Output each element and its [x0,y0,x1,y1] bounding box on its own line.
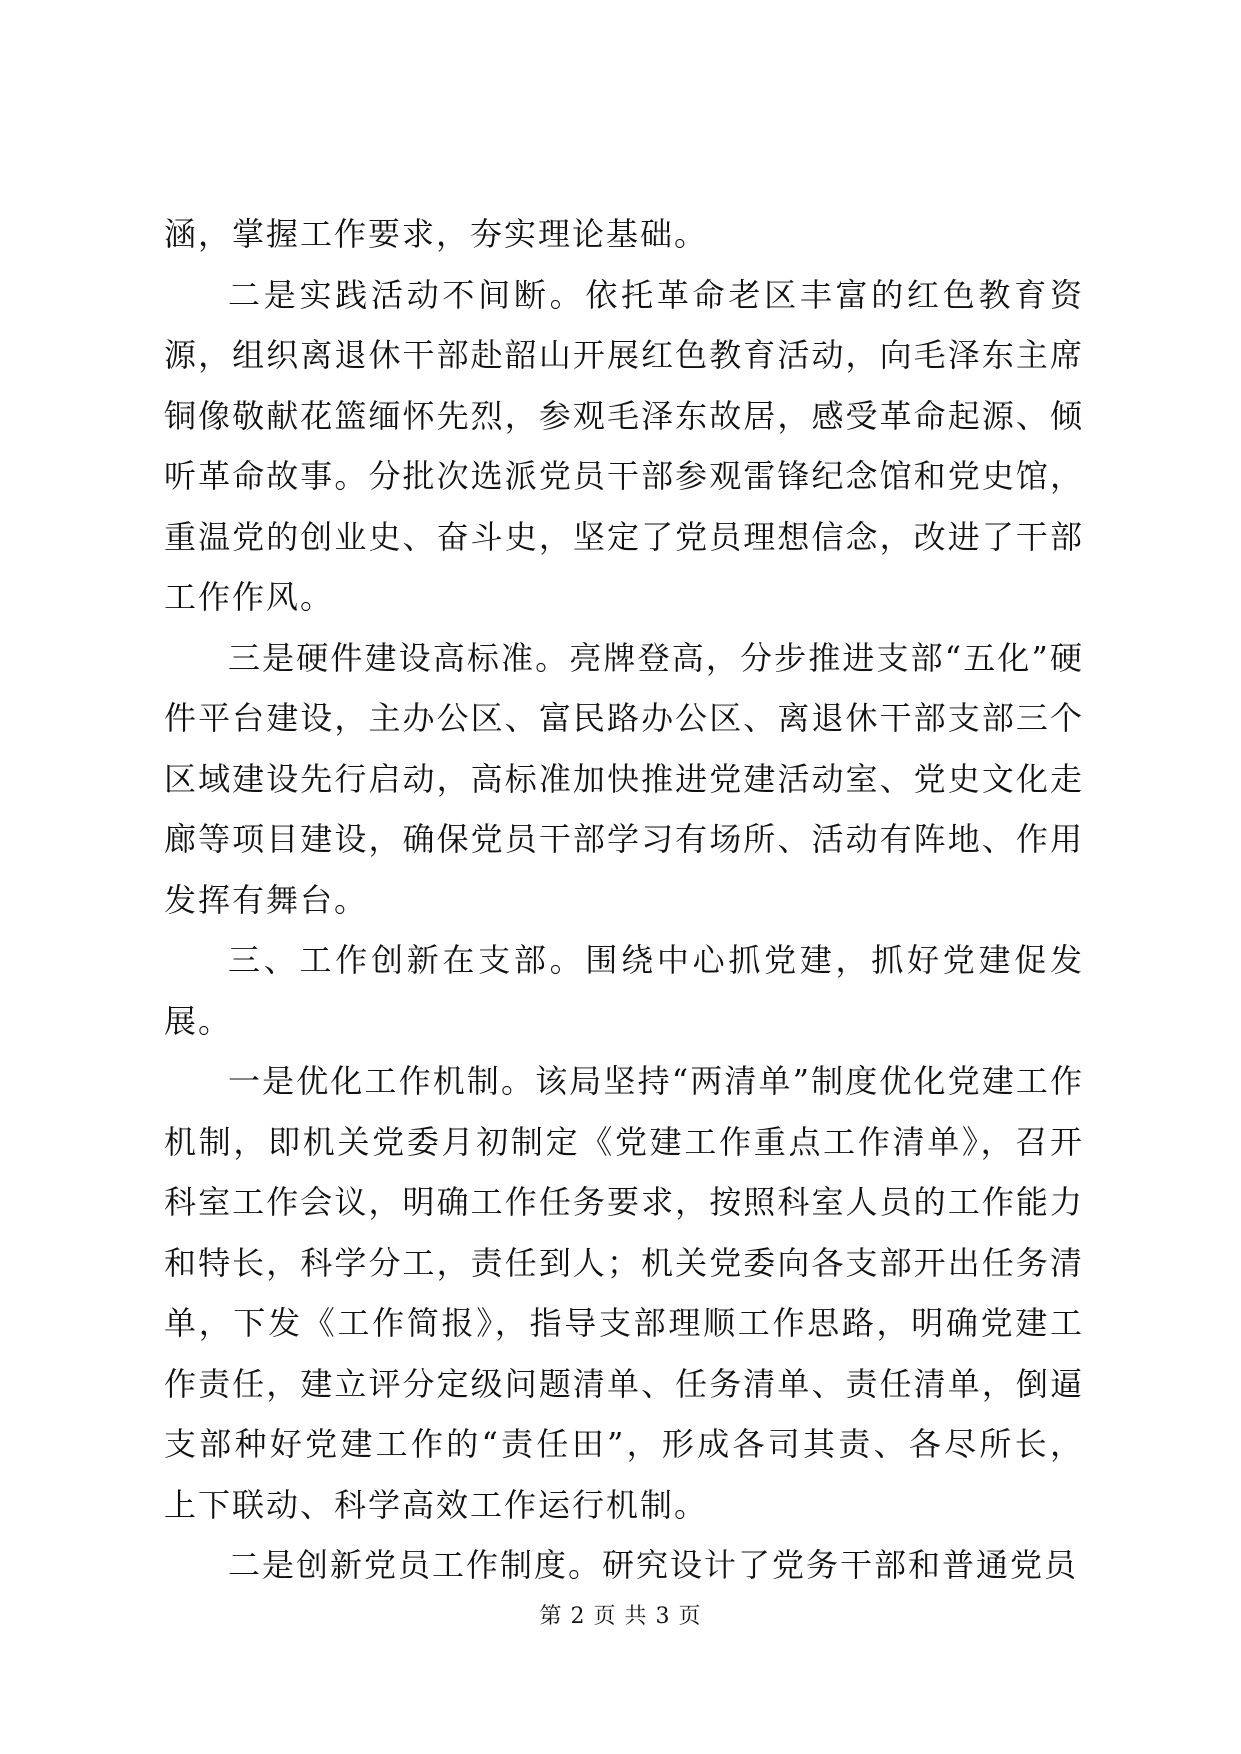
body-text [164,204,1084,1596]
paragraph-practice-activities: 二是实践活动不间断。依托革命老区丰富的红色教育资源，组织离退休干部赴韶山开展红色教育活动，向毛泽东主席铜像敬献花篮缅怀先烈，参观毛泽东故居，感受革命起源、倾听革命故事。分批次选派党员干部参观雷锋纪念馆和党史馆，重温党的创业史、奋斗史，坚定了党员理想信念，改进了干部工作作风。 [164,275,1084,616]
paragraph-continued: 涵，掌握工作要求，夯实理论基础。 [164,215,709,253]
paragraph-member-work-system: 二是创新党员工作制度。研究设计了党务干部和普通党员 [228,1546,1079,1584]
paragraph-work-mechanism: 一是优化工作机制。该局坚持“两清单”制度优化党建工作机制，即机关党委月初制定《党建工作重点工作清单》，召开科室工作会议，明确工作任务要求，按照科室人员的工作能力和特长，科学分工，责任到人；机关党委向各支部开出任务清单，下发《工作简报》，指导支部理顺工作思路，明确党建工作责任，建立评分定级问题清单、任务清单、责任清单，倒逼支部种好党建工作的“责任田”，形成各司其责、各尽所长，上下联动、科学高效工作运行机制。 [164,1062,1084,1524]
paragraph-hardware-construction: 三是硬件建设高标准。亮牌登高，分步推进支部“五化”硬件平台建设，主办公区、富民路办公区、离退休干部支部三个区域建设先行启动，高标准加快推进党建活动室、党史文化走廊等项目建设，确保党员干部学习有场所、活动有阵地、作用发挥有舞台。 [164,638,1084,919]
page-footer: 第 2 页 共 3 页 [539,1604,702,1629]
paragraph-section-three-heading: 三、工作创新在支部。围绕中心抓党建，抓好党建促发展。 [164,941,1084,1040]
